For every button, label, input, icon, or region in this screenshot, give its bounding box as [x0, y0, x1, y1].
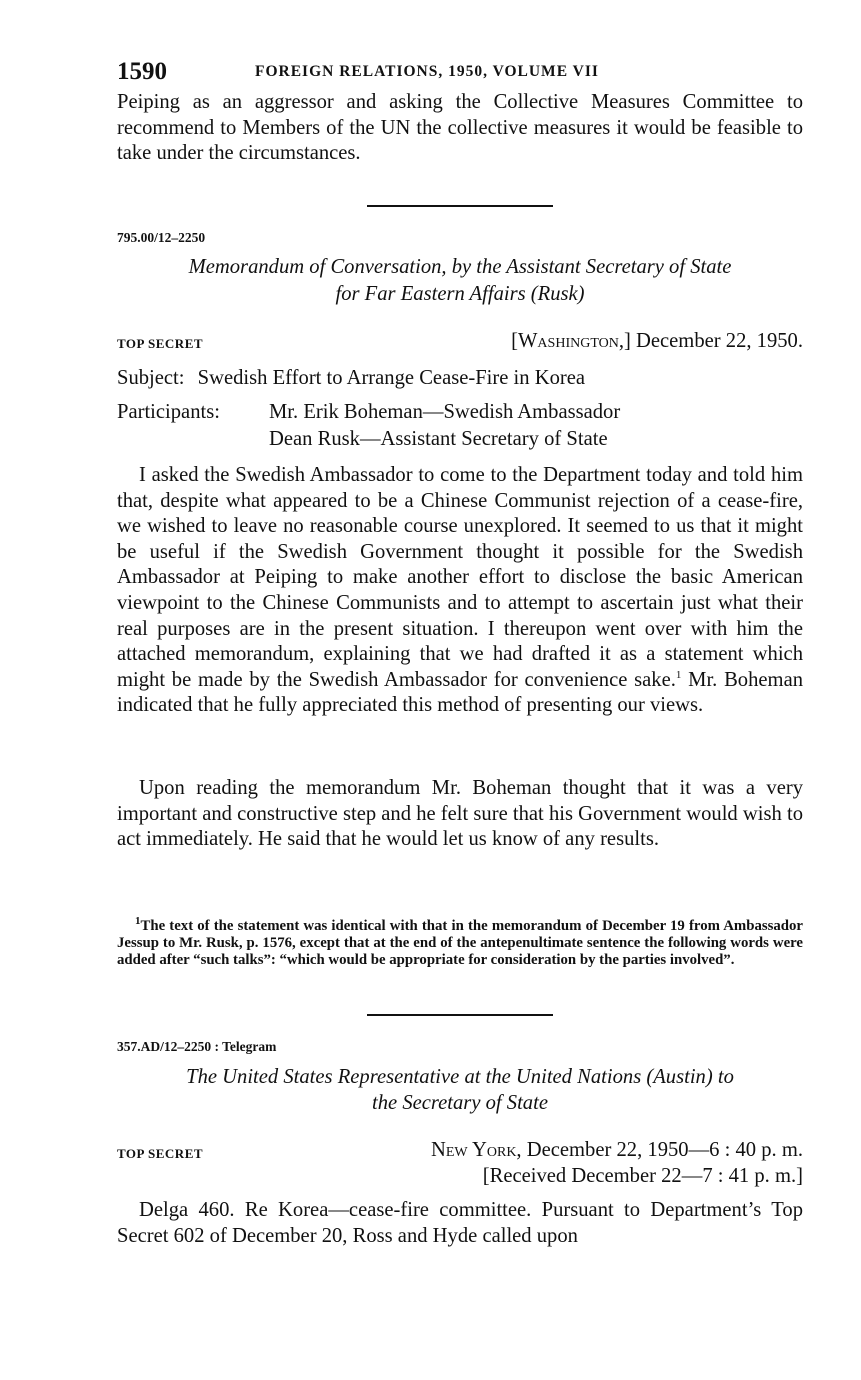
- doc1-paragraph-1: [117, 463, 803, 719]
- doc1-paragraph-1-end: Mr. Boheman indicated that he fully appreciated this method of presenting our views.: [117, 668, 804, 717]
- doc1-place: [Washington,]: [511, 330, 631, 352]
- running-head: FOREIGN RELATIONS, 1950, VOLUME VII: [255, 63, 599, 80]
- participant-2: Dean Rusk—Assistant Secretary of State: [269, 428, 608, 450]
- doc2-received: [Received December 22—7 : 41 p. m.]: [482, 1165, 803, 1187]
- doc2-title-line-1: The United States Representative at the United Nations (Austin) to: [186, 1066, 734, 1088]
- subject-text: Swedish Effort to Arrange Cease-Fire in Korea: [197, 367, 586, 389]
- doc1-classification: TOP SECRET: [117, 336, 204, 351]
- footnote-text: The text of the statement was identical with that in the memorandum of December 19 from Ambassador Jessup to Mr. Rusk, p. 1576, except that at the end of the antepenultimate sentence the following words were added after “such talks”: “which would be appropriate for consideration by the parties involved”.: [117, 918, 803, 969]
- participant-1: Mr. Erik Boheman—Swedish Ambassador: [269, 401, 621, 423]
- doc1-subject: [117, 367, 585, 390]
- doc1-paragraph-1-text: I asked the Swedish Ambassador to come to the Department today and told him that, despite what appeared to be a Chinese Communist rejection of a cease-fire, we wished to leave no reasonable course unexplored. It seemed to us that it might be useful if the Swedish Government thought it possible for the Swedish Ambassador at Peiping to make another effort to disclose the basic American viewpoint to the Chinese Communists and to attempt to ascertain just what their real purposes are in the present situation. I thereupon went over with him the attached memorandum, explaining that we had drafted it as a statement which might be made by the Swedish Ambassador for convenience sake.: [117, 464, 803, 691]
- doc1-dateline: [511, 329, 803, 354]
- doc1-date: December 22, 1950.: [636, 330, 803, 352]
- doc2-dateline: [431, 1138, 803, 1163]
- footnote: [117, 915, 803, 970]
- doc2-classification: TOP SECRET: [117, 1146, 204, 1161]
- continuation-paragraph: Peiping as an aggressor and asking the Collective Measures Committee to recommend to Members of the UN the collective measures it would be feasible to take under the circumstances.: [117, 91, 803, 165]
- doc1-title-line-1: Memorandum of Conversation, by the Assistant Secretary of State: [188, 256, 732, 278]
- doc2-place: New York,: [430, 1139, 522, 1161]
- page-number: 1590: [117, 58, 167, 85]
- page-header: [117, 58, 803, 88]
- doc2-date-time: December 22, 1950—6 : 40 p. m.: [526, 1139, 803, 1161]
- section-divider: [367, 205, 553, 207]
- doc1-file-number: 795.00/12–2250: [117, 230, 206, 245]
- doc2-file-number: 357.AD/12–2250 : Telegram: [117, 1039, 277, 1054]
- doc1-title-line-2: for Far Eastern Affairs (Rusk): [335, 283, 585, 305]
- participants-label: Participants:: [117, 401, 220, 423]
- doc2-paragraph-1: Delga 460. Re Korea—cease-fire committee. Pursuant to Department’s Top Secret 602 of December 20, Ross and Hyde called upon: [117, 1199, 803, 1247]
- footnote-reference: 1: [675, 668, 682, 681]
- doc2-title-line-2: the Secretary of State: [372, 1092, 548, 1114]
- footnote-number: 1: [135, 915, 141, 928]
- doc1-paragraph-2: Upon reading the memorandum Mr. Boheman thought that it was a very important and constructive step and he felt sure that his Government would wish to act immediately. He said that he would let us know of any results.: [117, 777, 803, 851]
- subject-label: Subject:: [117, 367, 185, 389]
- section-divider: [367, 1014, 553, 1016]
